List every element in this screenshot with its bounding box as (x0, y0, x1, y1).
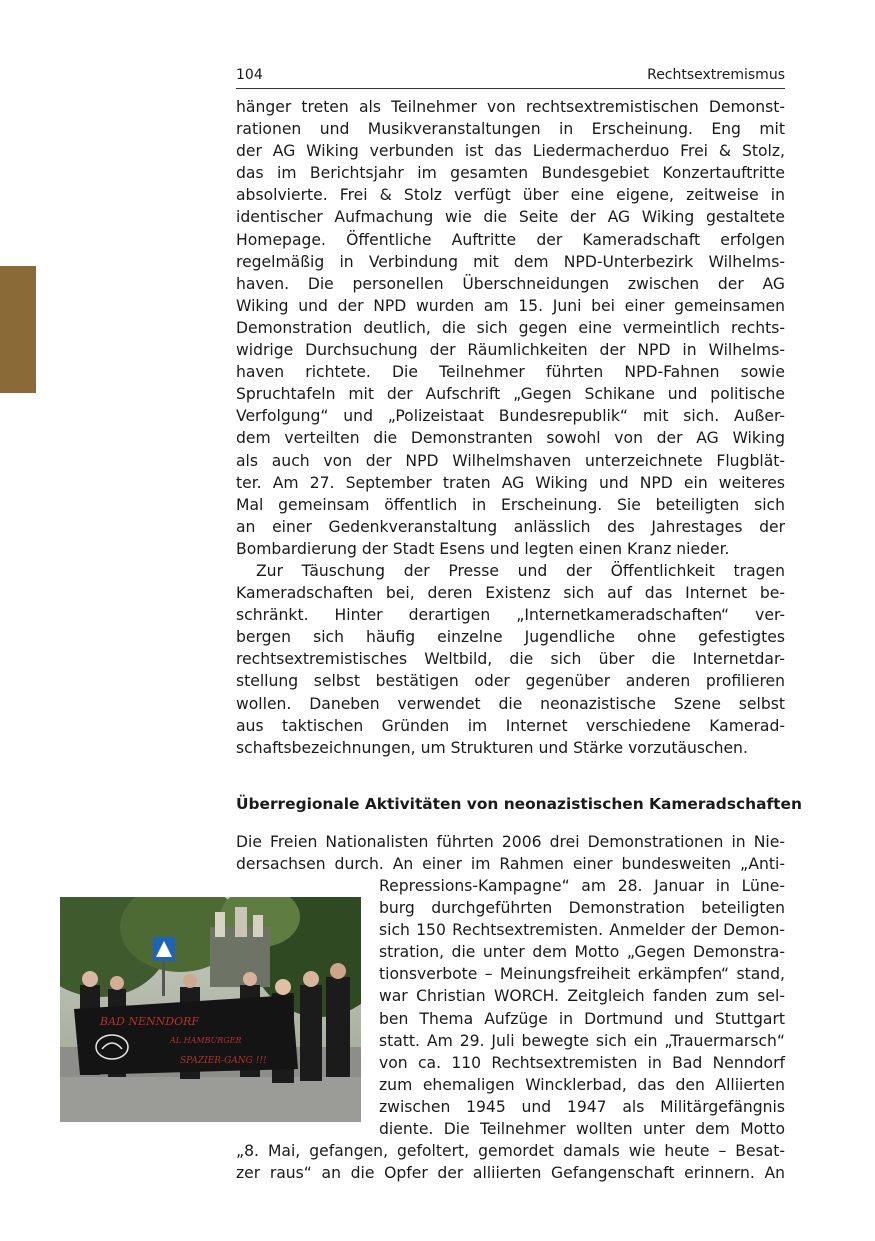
text-line: identischer Aufmachung wie die Seite der AG Wiking gestaltete (236, 208, 785, 227)
text-line: an einer Gedenkveranstaltung anlässlich des Jahrestages der (236, 517, 785, 536)
text-line: das im Berichtsjahr im gesamten Bundesgebiet Konzertauftritte (236, 164, 785, 183)
text-line: wollen. Daneben verwendet die neonazistische Szene selbst (236, 694, 785, 713)
text-line: Kameradschaften bei, deren Existenz sich auf das Internet be- (236, 584, 785, 603)
text-line: Die Freien Nationalisten führten 2006 drei Demonstrationen in Nie- (236, 833, 785, 851)
text-line: haven. Die personellen Überschneidungen zwischen der AG (236, 274, 785, 293)
text-line: rationen und Musikveranstaltungen in Erscheinung. Eng mit (236, 120, 785, 139)
text-line: zum ehemaligen Wincklerbad, das den Alliierten (379, 1075, 785, 1094)
paragraph-3-wrapped (379, 875, 785, 1140)
text-line: stellung selbst bestätigen oder gegenüber anderen profilieren (236, 672, 785, 691)
text-line: ter. Am 27. September traten AG Wiking und NPD ein weiteres (236, 473, 785, 492)
text-line: dem verteilten die Demonstranten sowohl von der AG Wiking (236, 429, 785, 448)
text-line: tionsverbote – Meinungsfreiheit erkämpfen“ stand, (379, 965, 785, 984)
text-line: schränkt. Hinter derartigen „Internetkameradschaften“ ver- (236, 606, 785, 625)
text-line: schaftsbezeichnungen, um Strukturen und Stärke vorzutäuschen. (236, 738, 748, 757)
text-line: widrige Durchsuchung der Räumlichkeiten der NPD in Wilhelms- (236, 341, 785, 360)
text-line: ben Thema Aufzüge in Dortmund und Stuttgart (379, 1009, 785, 1028)
text-line: „8. Mai, gefangen, gefoltert, gemordet damals wie heute – Besat- (236, 1142, 785, 1160)
paragraph-1 (236, 96, 785, 759)
paragraph-3-start (236, 831, 785, 875)
demonstration-photo (60, 897, 361, 1122)
text-line: regelmäßig in Verbindung mit dem NPD-Unterbezirk Wilhelms- (236, 252, 785, 271)
section-heading: Überregionale Aktivitäten von neonazistischen Kameradschaften (236, 795, 802, 813)
text-line: von ca. 110 Rechtsextremisten in Bad Nenndorf (379, 1053, 785, 1072)
banner-text-line2: AL HAMBURGER (170, 1036, 242, 1045)
text-line: Homepage. Öffentliche Auftritte der Kameradschaft erfolgen (236, 230, 785, 249)
text-line: Verfolgung“ und „Polizeistaat Bundesrepublik“ mit sich. Außer- (236, 407, 785, 426)
running-title: Rechtsextremismus (647, 67, 785, 83)
text-line: zwischen 1945 und 1947 als Militärgefängnis (379, 1097, 785, 1116)
text-line: war Christian WORCH. Zeitgleich fanden zum sel- (379, 987, 785, 1006)
text-line: zer raus“ an die Opfer der alliierten Gefangenschaft erinnern. An (236, 1164, 785, 1183)
text-line: Repressions-Kampagne“ am 28. Januar in Lüne- (379, 877, 785, 895)
text-line: der AG Wiking verbunden ist das Liedermacherduo Frei & Stolz, (236, 142, 785, 161)
text-line: Spruchtafeln mit der Aufschrift „Gegen Schikane und politische (236, 385, 785, 404)
paragraph-3-end (236, 1140, 785, 1184)
text-line: Zur Täuschung der Presse und der Öffentlichkeit tragen (256, 561, 785, 580)
text-line: Wiking und der NPD wurden am 15. Juni bei einer gemeinsamen (236, 296, 785, 315)
text-line: rechtsextremistisches Weltbild, die sich über die Internetdar- (236, 650, 785, 669)
banner-text-line3: SPAZIER-GANG !!! (180, 1056, 267, 1066)
text-line: statt. Am 29. Juli bewegte sich ein „Trauermarsch“ (379, 1031, 785, 1050)
text-line: Mal gemeinsam öffentlich in Erscheinung. Sie beteiligten sich (236, 495, 785, 514)
page-number: 104 (236, 67, 263, 83)
text-line: burg durchgeführten Demonstration beteiligten (379, 899, 785, 918)
text-line: bergen sich häufig einzelne Jugendliche ohne gefestigtes (236, 628, 785, 647)
text-line: aus taktischen Gründen im Internet verschiedene Kamerad- (236, 716, 785, 735)
text-line: dersachsen durch. An einer im Rahmen einer bundesweiten „Anti- (236, 855, 785, 874)
text-line: Demonstration deutlich, die sich gegen eine vermeintlich rechts- (236, 318, 785, 337)
running-header (236, 64, 785, 89)
text-line: als auch von der NPD Wilhelmshaven unterzeichnete Flugblät- (236, 451, 785, 470)
text-line: Bombardierung der Stadt Esens und legten einen Kranz nieder. (236, 539, 730, 558)
banner-text-line1: BAD NENNDORF (100, 1015, 199, 1028)
text-line: stration, die unter dem Motto „Gegen Demonstra- (379, 943, 785, 962)
text-line: hänger treten als Teilnehmer von rechtsextremistischen Demonst- (236, 98, 785, 116)
text-line: sich 150 Rechtsextremisten. Anmelder der Demon- (379, 921, 785, 940)
text-line: haven richtete. Die Teilnehmer führten NPD-Fahnen sowie (236, 363, 785, 382)
text-line: absolvierte. Frei & Stolz verfügt über eine eigene, zeitweise in (236, 186, 785, 205)
text-line: diente. Die Teilnehmer wollten unter dem Motto (379, 1120, 785, 1139)
chapter-thumb-tab (0, 266, 36, 393)
